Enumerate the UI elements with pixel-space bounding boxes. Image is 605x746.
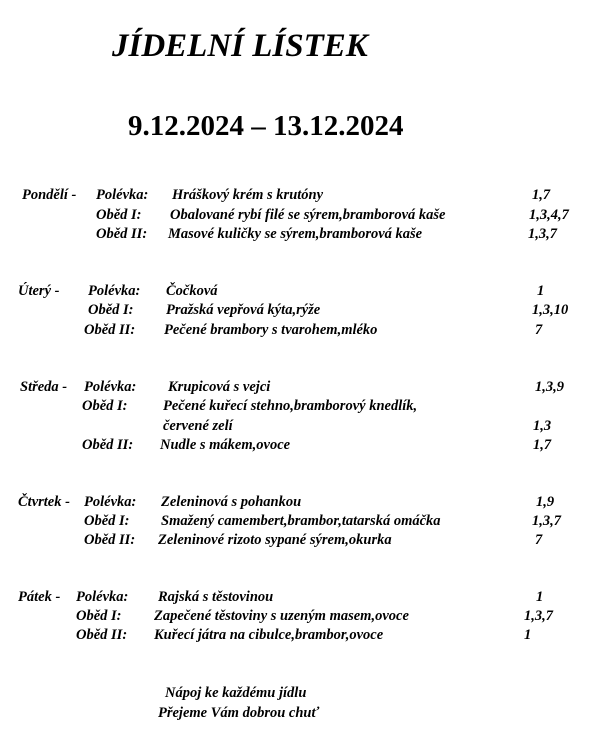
date-range: 9.12.2024 – 13.12.2024 [128, 110, 404, 142]
day-name: Pátek - [18, 589, 61, 605]
lunch1-allergens: 1,3,7 [524, 608, 553, 624]
soup-allergens: 1,3,9 [535, 379, 564, 395]
soup-dish: Krupicová s vejci [168, 379, 271, 395]
lunch2-label: Oběd II: [76, 627, 128, 643]
lunch2-dish: Masové kuličky se sýrem,bramborová kaše [168, 226, 423, 242]
lunch2-label: Oběd II: [96, 226, 148, 242]
soup-dish: Hráškový krém s krutóny [172, 187, 324, 203]
lunch1-allergens: 1,3 [533, 418, 552, 434]
soup-label: Polévka: [96, 187, 149, 203]
lunch2-label: Oběd II: [84, 322, 136, 338]
lunch1-dish: Zapečené těstoviny s uzeným masem,ovoce [154, 608, 409, 624]
lunch1-dish: Obalované rybí filé se sýrem,bramborová kaše [170, 207, 446, 223]
soup-label: Polévka: [76, 589, 129, 605]
lunch2-label: Oběd II: [84, 532, 136, 548]
lunch2-label: Oběd II: [82, 437, 134, 453]
soup-allergens: 1,7 [532, 187, 551, 203]
lunch1-dish-continued: červené zelí [163, 418, 233, 434]
lunch1-dish: Pražská vepřová kýta,rýže [166, 302, 321, 318]
lunch1-allergens: 1,3,4,7 [529, 207, 569, 223]
lunch2-dish: Zeleninové rizoto sypané sýrem,okurka [158, 532, 392, 548]
soup-allergens: 1 [536, 589, 544, 605]
lunch2-dish: Pečené brambory s tvarohem,mléko [164, 322, 378, 338]
soup-dish: Čočková [166, 283, 218, 299]
lunch2-allergens: 1 [524, 627, 532, 643]
soup-label: Polévka: [88, 283, 141, 299]
soup-allergens: 1 [537, 283, 545, 299]
day-name: Čtvrtek - [18, 494, 70, 510]
footer-wish: Přejeme Vám dobrou chuť [158, 705, 320, 721]
soup-dish: Rajská s těstovinou [158, 589, 274, 605]
lunch2-allergens: 1,7 [533, 437, 552, 453]
day-name: Středa - [20, 379, 68, 395]
day-name: Pondělí - [22, 187, 77, 203]
lunch2-allergens: 1,3,7 [528, 226, 557, 242]
soup-dish: Zeleninová s pohankou [161, 494, 302, 510]
footer-drink-note: Nápoj ke každému jídlu [165, 685, 307, 701]
page-title: JÍDELNÍ LÍSTEK [112, 28, 368, 64]
lunch2-dish: Kuřecí játra na cibulce,brambor,ovoce [154, 627, 384, 643]
lunch1-dish: Pečené kuřecí stehno,bramborový knedlík, [163, 398, 418, 414]
lunch1-allergens: 1,3,10 [532, 302, 569, 318]
lunch1-dish: Smažený camembert,brambor,tatarská omáčka [161, 513, 441, 529]
lunch1-label: Oběd I: [76, 608, 122, 624]
lunch1-allergens: 1,3,7 [532, 513, 561, 529]
lunch1-label: Oběd I: [96, 207, 142, 223]
lunch2-dish: Nudle s mákem,ovoce [160, 437, 291, 453]
soup-label: Polévka: [84, 379, 137, 395]
lunch2-allergens: 7 [535, 532, 543, 548]
lunch2-allergens: 7 [535, 322, 543, 338]
soup-allergens: 1,9 [536, 494, 555, 510]
lunch1-label: Oběd I: [84, 513, 130, 529]
soup-label: Polévka: [84, 494, 137, 510]
day-name: Úterý - [18, 283, 60, 299]
lunch1-label: Oběd I: [82, 398, 128, 414]
lunch1-label: Oběd I: [88, 302, 134, 318]
